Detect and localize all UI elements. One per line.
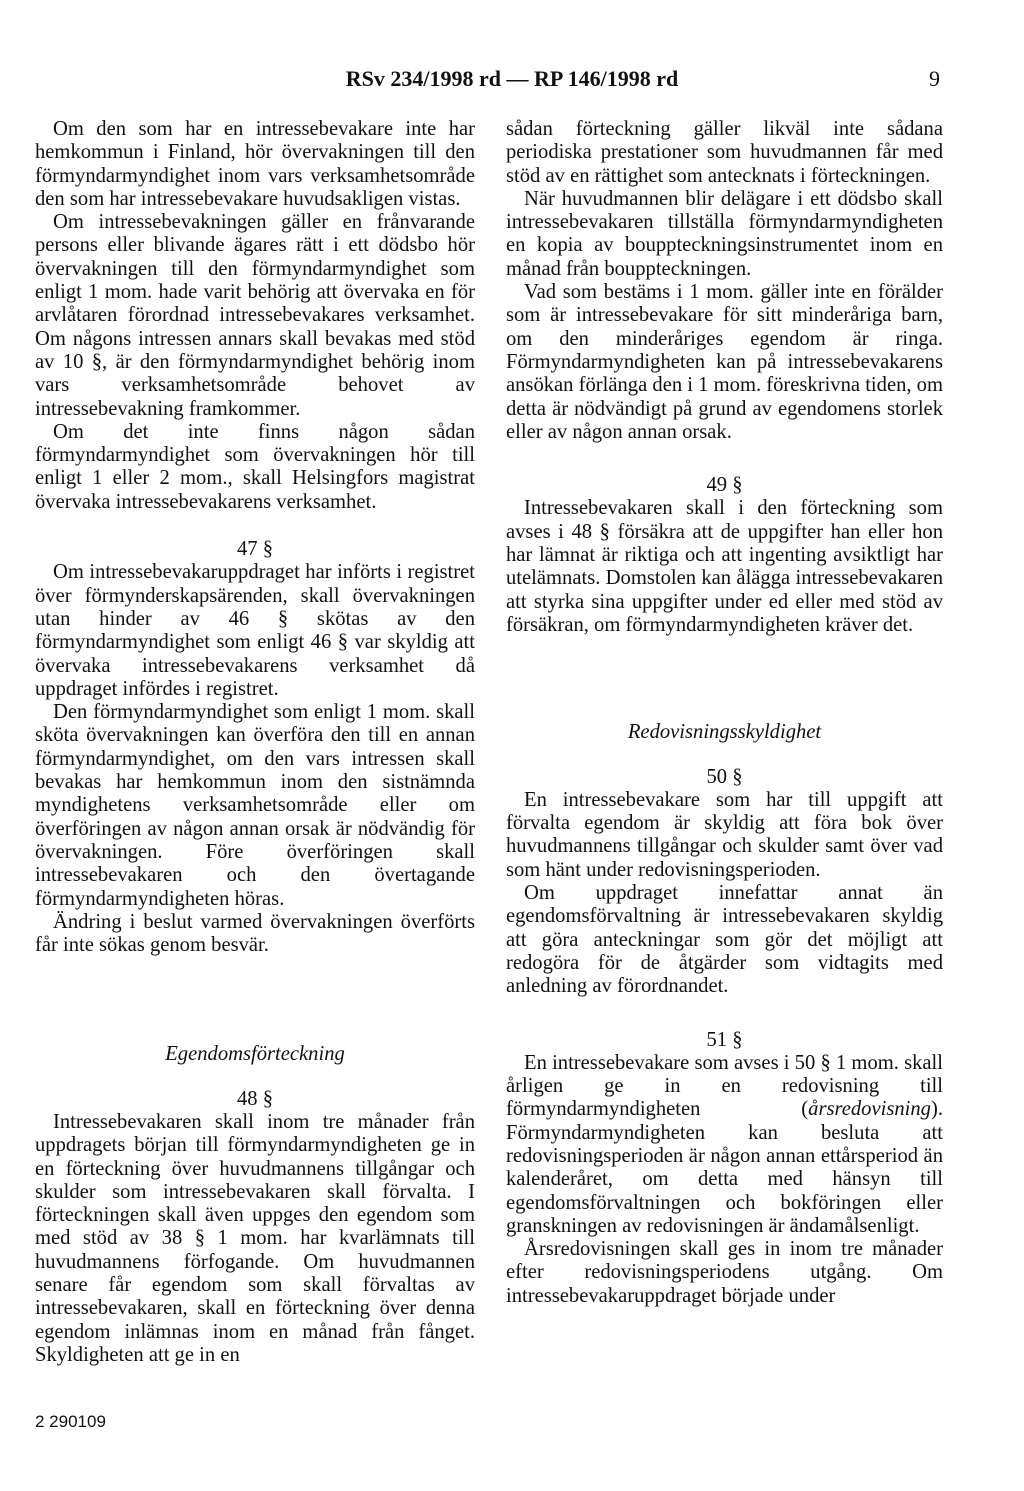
paragraph: sådan förteckning gäller likväl inte sådana periodiska prestationer som huvudmannen får med stöd av en rättighet som antecknats i förteckningen. xyxy=(506,118,943,187)
paragraph-text: ). Förmyndarmyndigheten kan besluta att redovisningsperioden är någon annan ettårsperiod än kalenderåret, om detta med hänsyn till egendomsförvaltningen och bokföringen eller granskningen av redovisningen är ändamålsenligt. xyxy=(506,1098,943,1237)
paragraph: Den förmyndarmyndighet som enligt 1 mom. skall sköta övervakningen kan överföra den till en annan förmyndarmyndighet, om den vars intressen skall bevakas har hemkommun inom den sistnämnda myndighetens verksamhetsområde eller om överföringen av någon annan orsak är nödvändig för övervakningen. Före överföringen skall intressebevakaren och den övertagande förmyndarmyndigheten höras. xyxy=(35,701,475,910)
paragraph-text: En intressebevakare som avses i 50 § 1 mom. skall årligen ge in en redovisning till förmyndarmyndigheten ( xyxy=(506,1051,943,1121)
print-code: 2 290109 xyxy=(35,1412,106,1431)
section-heading-50: 50 § xyxy=(706,765,743,788)
section-heading-49: 49 § xyxy=(706,474,743,497)
paragraph: Vad som bestäms i 1 mom. gäller inte en förälder som är intressebevakare för sitt minderåriga barn, om den minderåriges egendom är ringa. Förmyndarmyndigheten kan på intressebevakarens ansökan förlänga den i 1 mom. föreskrivna tiden, om detta är nödvändigt på grund av egendomens storlek eller av någon annan orsak. xyxy=(506,281,943,443)
paragraph: Ändring i beslut varmed övervakningen överförts får inte sökas genom besvär. xyxy=(35,910,475,957)
paragraph: En intressebevakare som har till uppgift att förvalta egendom är skyldig att föra bok över huvudmannens tillgångar och skulder samt över vad som hänt under redovisningsperioden. xyxy=(506,788,943,881)
paragraph xyxy=(506,1052,943,1238)
chapter-heading-redovisningsskyldighet: Redovisningsskyldighet xyxy=(627,721,822,744)
paragraph: Årsredovisningen skall ges in inom tre månader efter redovisningsperiodens utgång. Om intressebevakaruppdraget började under xyxy=(506,1238,943,1307)
paragraph: Om uppdraget innefattar annat än egendomsförvaltning är intressebevakaren skyldig att göra anteckningar som gör det möjligt att redogöra för de åtgärder som vidtagits med anledning av förordnandet. xyxy=(506,882,943,998)
paragraph: När huvudmannen blir delägare i ett dödsbo skall intressebevakaren tillställa förmyndarmyndigheten en kopia av bouppteckningsinstrumentet inom en månad från bouppteckningen. xyxy=(506,187,943,280)
page-header xyxy=(0,66,1024,96)
running-header-title: RSv 234/1998 rd — RP 146/1998 rd xyxy=(345,66,679,91)
paragraph: Om den som har en intressebevakare inte har hemkommun i Finland, hör övervakningen till den förmyndarmyndighet inom vars verksamhetsområde den som har intressebevakare huvudsakligen vistas. xyxy=(35,118,475,210)
section-heading-51: 51 § xyxy=(706,1028,743,1051)
paragraph: Intressebevakaren skall inom tre månader från uppdragets början till förmyndarmyndigheten ge in en förteckning över huvudmannens tillgångar och skulder som intressebevakaren skall förvalta. I förteckningen skall även uppges den egendom som med stöd av 38 § 1 mom. har kvarlämnats till huvudmannens förfogande. Om huvudmannen senare får egendom som skall förvaltas av intressebevakaren, skall en förteckning över denna egendom inlämnas inom en månad från fånget. Skyldigheten att ge in en xyxy=(35,1110,475,1366)
paragraph: Om intressebevakningen gäller en frånvarande persons eller blivande ägares rätt i ett dödsbo hör övervakningen till den förmyndarmyndighet som enligt 1 mom. hade varit behörig att övervaka en för arvlåtaren förordnad intressebevakares verksamhet. Om någons intressen annars skall bevakas med stöd av 10 §, är den förmyndarmyndighet behörig inom vars verksamhetsområde behovet av intressebevakning framkommer. xyxy=(35,211,475,420)
left-column xyxy=(35,118,475,1367)
paragraph: Om det inte finns någon sådan förmyndarmyndighet som övervakningen hör till enligt 1 eller 2 mom., skall Helsingfors magistrat övervaka intressebevakarens verksamhet. xyxy=(35,420,475,513)
page-number: 9 xyxy=(929,66,940,91)
right-column xyxy=(506,118,943,1308)
defined-term: årsredovisning xyxy=(808,1098,931,1121)
paragraph: Om intressebevakaruppdraget har införts i registret över förmynderskapsärenden, skall övervakningen utan hinder av 46 § skötas av den förmyndarmyndighet som enligt 46 § var skyldig att övervaka intressebevakarens verksamhet då uppdraget infördes i registret. xyxy=(35,561,475,700)
section-heading-47: 47 § xyxy=(236,538,274,561)
paragraph: Intressebevakaren skall i den förteckning som avses i 48 § försäkra att de uppgifter han eller hon har lämnat är riktiga och att ingenting avsiktligt har utelämnats. Domstolen kan ålägga intressebevakaren att styrka sina uppgifter under ed eller med stöd av försäkran, om förmyndarmyndigheten kräver det. xyxy=(506,497,943,636)
section-heading-48: 48 § xyxy=(236,1087,274,1110)
chapter-heading-egendomsforteckning: Egendomsförteckning xyxy=(165,1043,345,1066)
